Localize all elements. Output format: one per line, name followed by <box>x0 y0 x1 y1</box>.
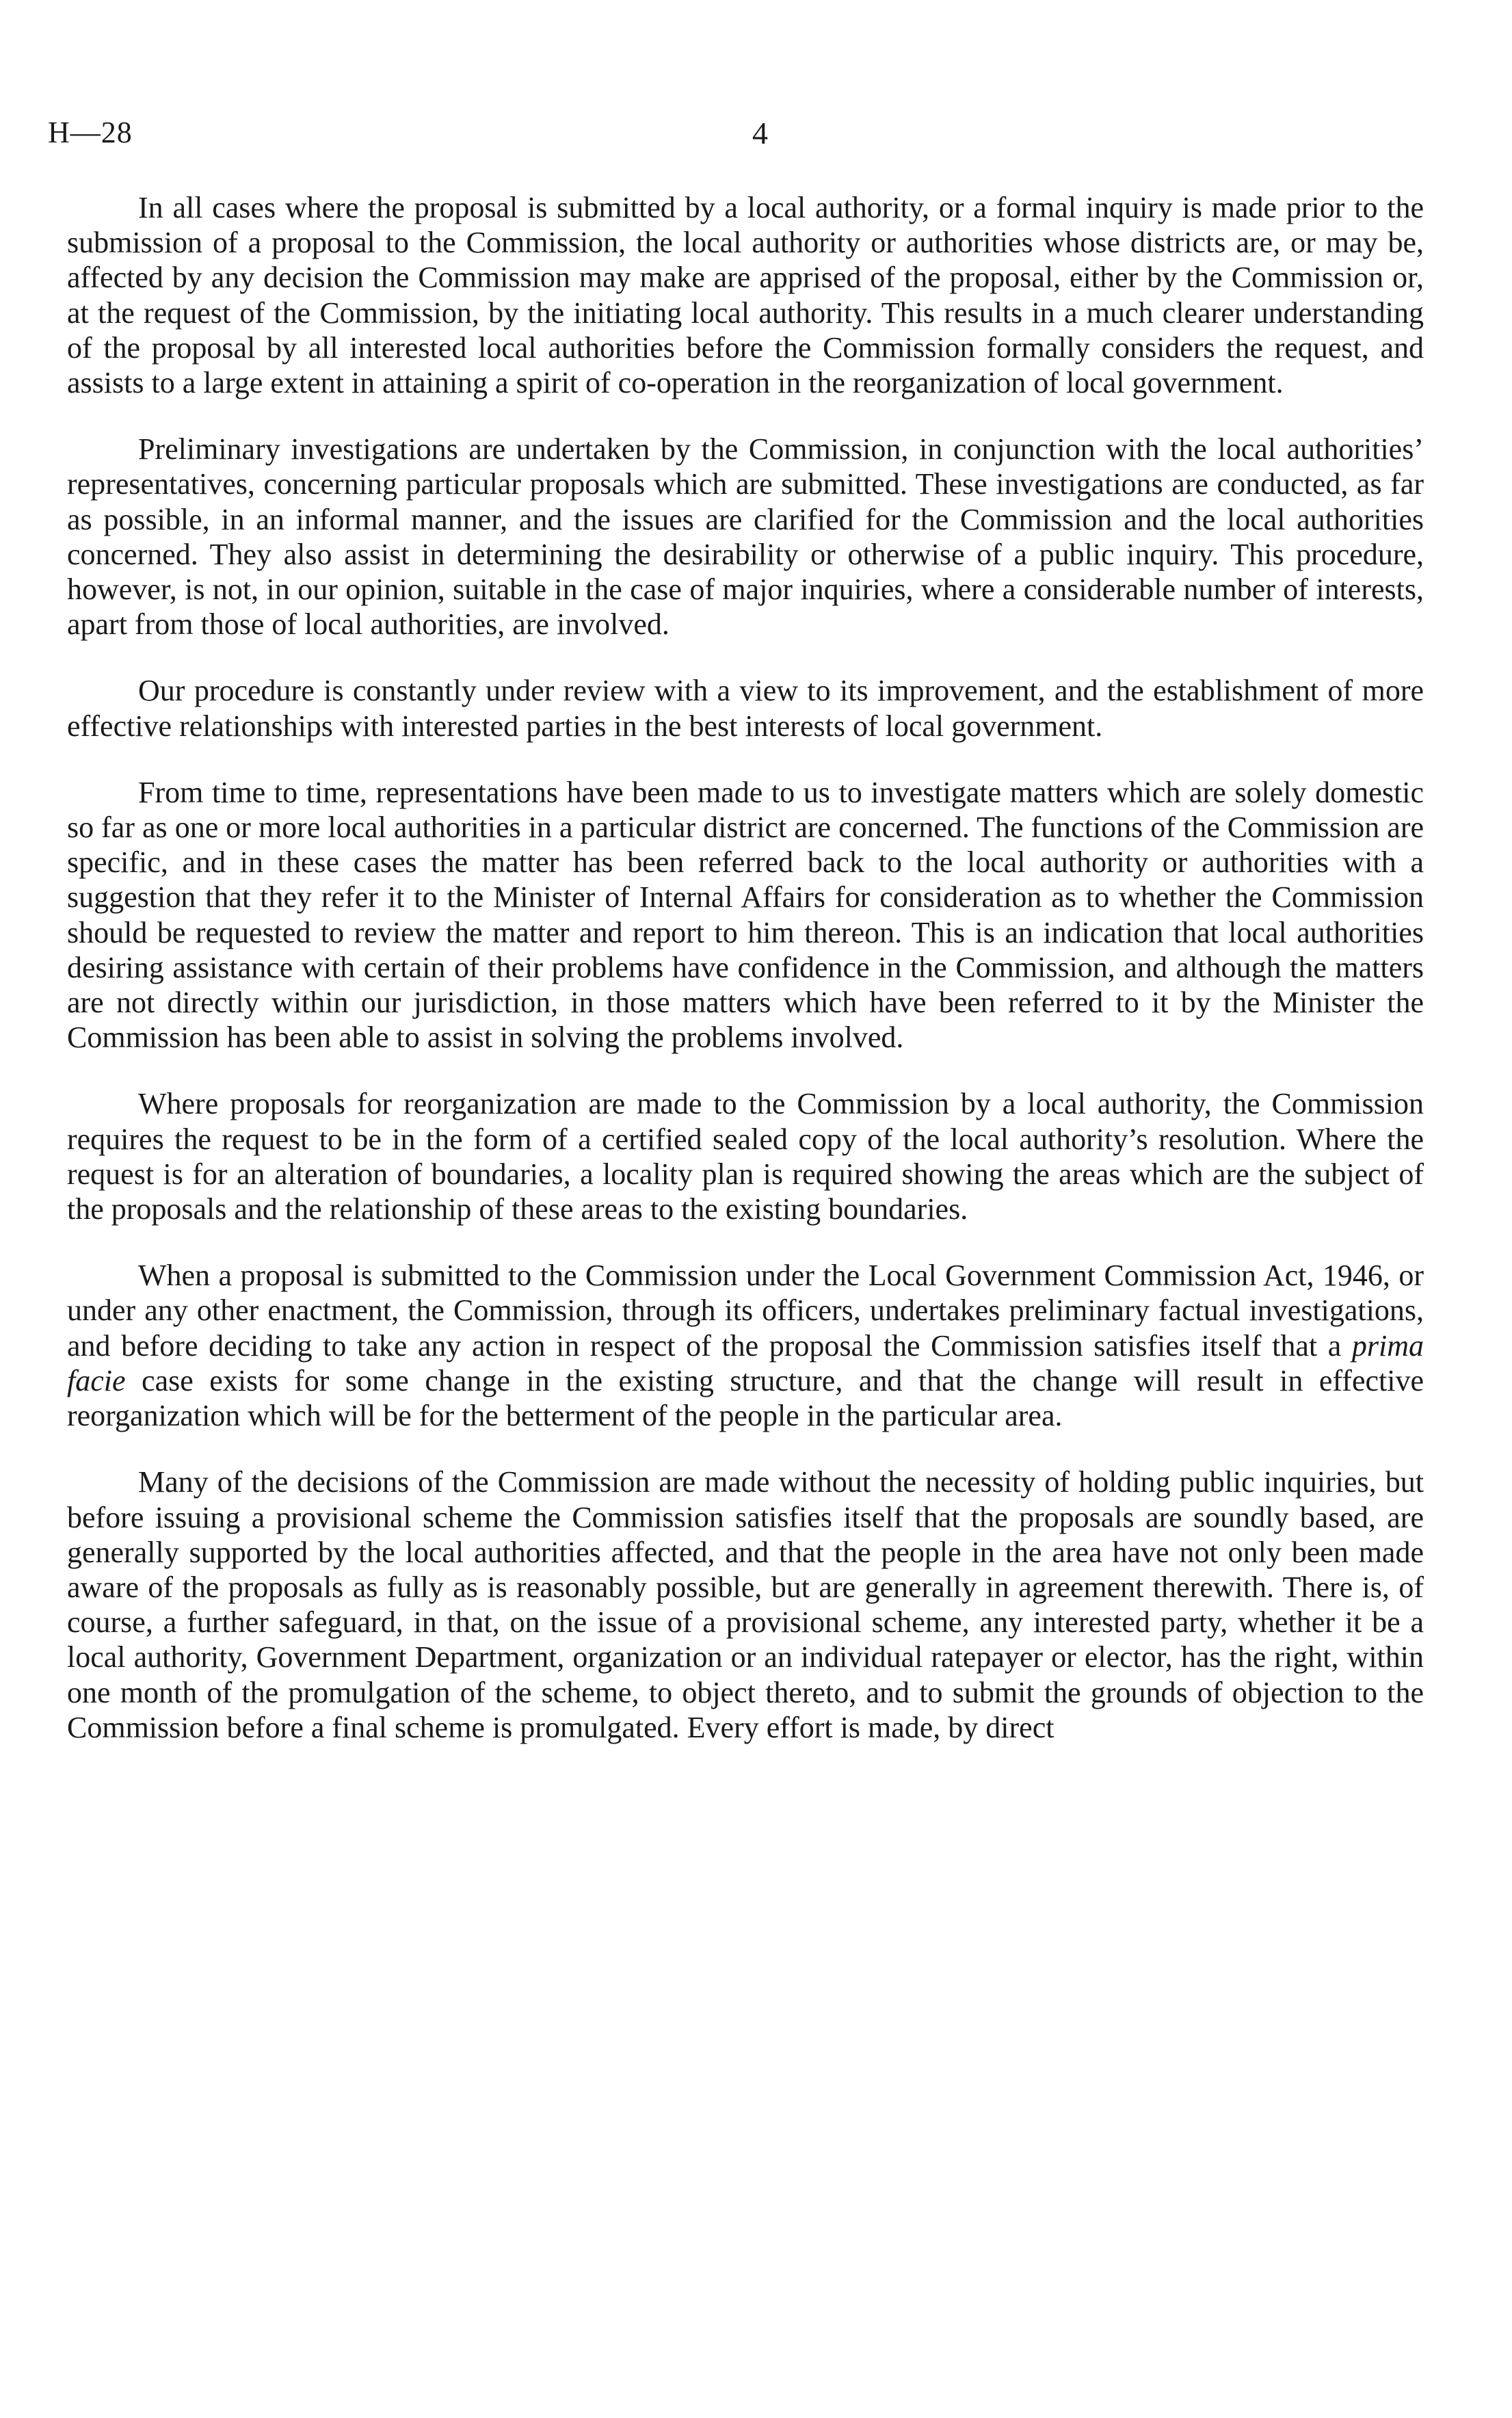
paragraph-procedure-review: Our procedure is constantly under review with a view to its improvement, and the establishment of more effective relationships with interested parties in the best interests of local government. <box>67 674 1424 743</box>
paragraph-text-segment: case exists for some change in the existing structure, and that the change will result in effective reorganization which will be for the betterment of the people in the particular area. <box>67 1363 1424 1433</box>
paragraph-request-requirements: Where proposals for reorganization are made to the Commission by a local authority, the Commission requires the request to be in the form of a certified sealed copy of the local authority’s resolution. Where the request is for an alteration of boundaries, a locality plan is required showing the areas which are the subject of the proposals and the relationship of these areas to the existing boundaries. <box>67 1087 1424 1226</box>
italic-phrase: prima facie <box>67 1328 1424 1397</box>
paragraph-domestic-matters: From time to time, representations have been made to us to investigate matters which are solely domestic so far as one or more local authorities in a particular district are concerned. The functions of the Commission are specific, and in these cases the matter has been referred back to the local authority or authorities with a suggestion that they refer it to the Minister of Internal Affairs for consideration as to whether the Commission should be requested to review the matter and report to him thereon. This is an indication that local authorities desiring assistance with certain of their problems have confidence in the Commission, and although the matters are not directly within our jurisdiction, in those matters which have been referred to it by the Minister the Commission has been able to assist in solving the problems involved. <box>67 775 1424 1055</box>
paragraph-text-segment: When a proposal is submitted to the Commission under the Local Government Commission Act, 1946, or under any other enactment, the Commission, through its officers, undertakes preliminary factual investigations, and before deciding to take any action in respect of the proposal the Commission satisfies itself that a <box>67 1259 1424 1363</box>
paragraph-public-inquiries: Many of the decisions of the Commission are made without the necessity of holding public inquiries, but before issuing a provisional scheme the Commission satisfies itself that the proposals are soundly based, are generally supported by the local authorities affected, and that the people in the area have not only been made aware of the proposals as fully as is reasonably possible, but are generally in agreement therewith. There is, of course, a further safeguard, in that, on the issue of a provisional scheme, any interested party, whether it be a local authority, Government Department, organization or an individual ratepayer or elector, has the right, within one month of the promulgation of the scheme, to object thereto, and to submit the grounds of objection to the Commission before a final scheme is promulgated. Every effort is made, by direct <box>67 1465 1424 1744</box>
body-text <box>67 190 1424 1776</box>
paragraph-preliminary-investigations: Preliminary investigations are undertaken by the Commission, in conjunction with the local authorities’ representatives, concerning particular proposals which are submitted. These investigations are conducted, as far as possible, in an informal manner, and the issues are clarified for the Commission and the local authorities concerned. They also assist in determining the desirability or otherwise of a public inquiry. This procedure, however, is not, in our opinion, suitable in the case of major inquiries, where a considerable number of interests, apart from those of local authorities, are involved. <box>67 432 1424 642</box>
paragraph-consultation: In all cases where the proposal is submitted by a local authority, or a formal inquiry is made prior to the submission of a proposal to the Commission, the local authority or authorities whose districts are, or may be, affected by any decision the Commission may make are apprised of the proposal, either by the Commission or, at the request of the Commission, by the initiating local authority. This results in a much clearer understanding of the proposal by all interested local authorities before the Commission formally considers the request, and assists to a large extent in attaining a spirit of co-operation in the reorganization of local government. <box>67 191 1424 400</box>
page-header <box>48 115 1470 163</box>
page-number: 4 <box>752 116 768 150</box>
document-reference: H—28 <box>48 116 133 149</box>
paragraph-proposal-submission <box>67 1258 1424 1433</box>
